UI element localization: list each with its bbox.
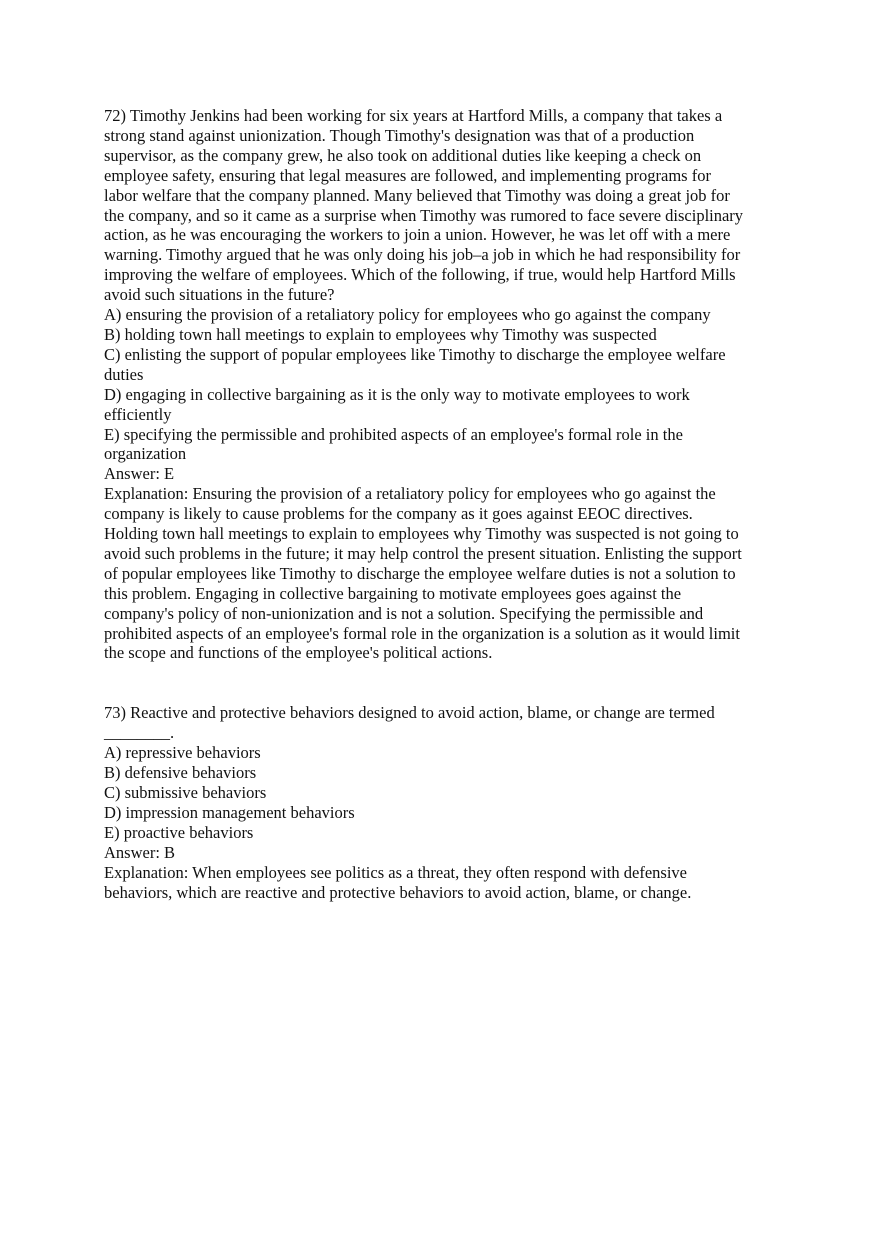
option-b: B) holding town hall meetings to explain to employees why Timothy was suspected xyxy=(104,324,657,344)
explanation-line: company is likely to cause problems for the company as it goes against EEOC directives. xyxy=(104,504,693,524)
option-d-continued: efficiently xyxy=(104,404,172,424)
explanation-line: this problem. Engaging in collective bargaining to motivate employees goes against the xyxy=(104,583,682,603)
question-text-line: employee safety, ensuring that legal measures are followed, and implementing programs for xyxy=(104,165,711,185)
question-text-line: strong stand against unionization. Though Timothy's designation was that of a production xyxy=(104,125,695,145)
option-e: E) specifying the permissible and prohibited aspects of an employee's formal role in the xyxy=(104,424,683,444)
option-b: B) defensive behaviors xyxy=(104,763,257,783)
explanation-line: of popular employees like Timothy to discharge the employee welfare duties is not a solution to xyxy=(104,563,736,583)
question-text-line: warning. Timothy argued that he was only doing his job–a job in which he had responsibility for xyxy=(104,245,741,265)
question-text-line: the company, and so it came as a surprise when Timothy was rumored to face severe disciplinary xyxy=(104,205,744,225)
option-a: A) repressive behaviors xyxy=(104,743,261,763)
option-a: A) ensuring the provision of a retaliatory policy for employees who go against the company xyxy=(104,305,711,325)
explanation-line: Explanation: Ensuring the provision of a retaliatory policy for employees who go against the xyxy=(104,484,716,504)
question-text-line: 72) Timothy Jenkins had been working for six years at Hartford Mills, a company that takes a xyxy=(104,106,723,125)
document-page xyxy=(104,106,784,902)
option-c-continued: duties xyxy=(104,364,144,384)
option-d: D) engaging in collective bargaining as it is the only way to motivate employees to work xyxy=(104,384,690,404)
question-text-line: action, as he was encouraging the workers to join a union. However, he was let off with a mere xyxy=(104,225,731,245)
question-text-line: supervisor, as the company grew, he also took on additional duties like keeping a check on xyxy=(104,145,702,165)
answer: Answer: E xyxy=(104,464,175,484)
explanation-line: Holding town hall meetings to explain to employees why Timothy was suspected is not going to xyxy=(104,524,739,544)
option-c: C) enlisting the support of popular employees like Timothy to discharge the employee welfare xyxy=(104,344,726,364)
question-text-line: improving the welfare of employees. Which of the following, if true, would help Hartford Mills xyxy=(104,265,736,285)
option-e: E) proactive behaviors xyxy=(104,822,254,842)
question-73 xyxy=(104,703,784,902)
option-c: C) submissive behaviors xyxy=(104,783,267,802)
question-text-line: avoid such situations in the future? xyxy=(104,285,335,305)
explanation-line: prohibited aspects of an employee's formal role in the organization is a solution as it would limit xyxy=(104,623,740,643)
answer-blank: ________. xyxy=(104,723,175,743)
explanation-line: company's policy of non-unionization and is not a solution. Specifying the permissible and xyxy=(104,603,704,623)
option-e-continued: organization xyxy=(104,444,187,464)
answer: Answer: B xyxy=(104,842,176,862)
question-text-line: labor welfare that the company planned. Many believed that Timothy was doing a great job for xyxy=(104,185,730,205)
question-72 xyxy=(104,106,784,663)
question-text-line: 73) Reactive and protective behaviors designed to avoid action, blame, or change are termed xyxy=(104,703,715,723)
explanation-line: avoid such problems in the future; it may help control the present situation. Enlisting the support xyxy=(104,543,742,563)
explanation-line: behaviors, which are reactive and protective behaviors to avoid action, blame, or change. xyxy=(104,882,692,902)
option-d: D) impression management behaviors xyxy=(104,802,355,822)
explanation-line: the scope and functions of the employee's political actions. xyxy=(104,643,493,663)
explanation-line: Explanation: When employees see politics as a threat, they often respond with defensive xyxy=(104,862,687,882)
